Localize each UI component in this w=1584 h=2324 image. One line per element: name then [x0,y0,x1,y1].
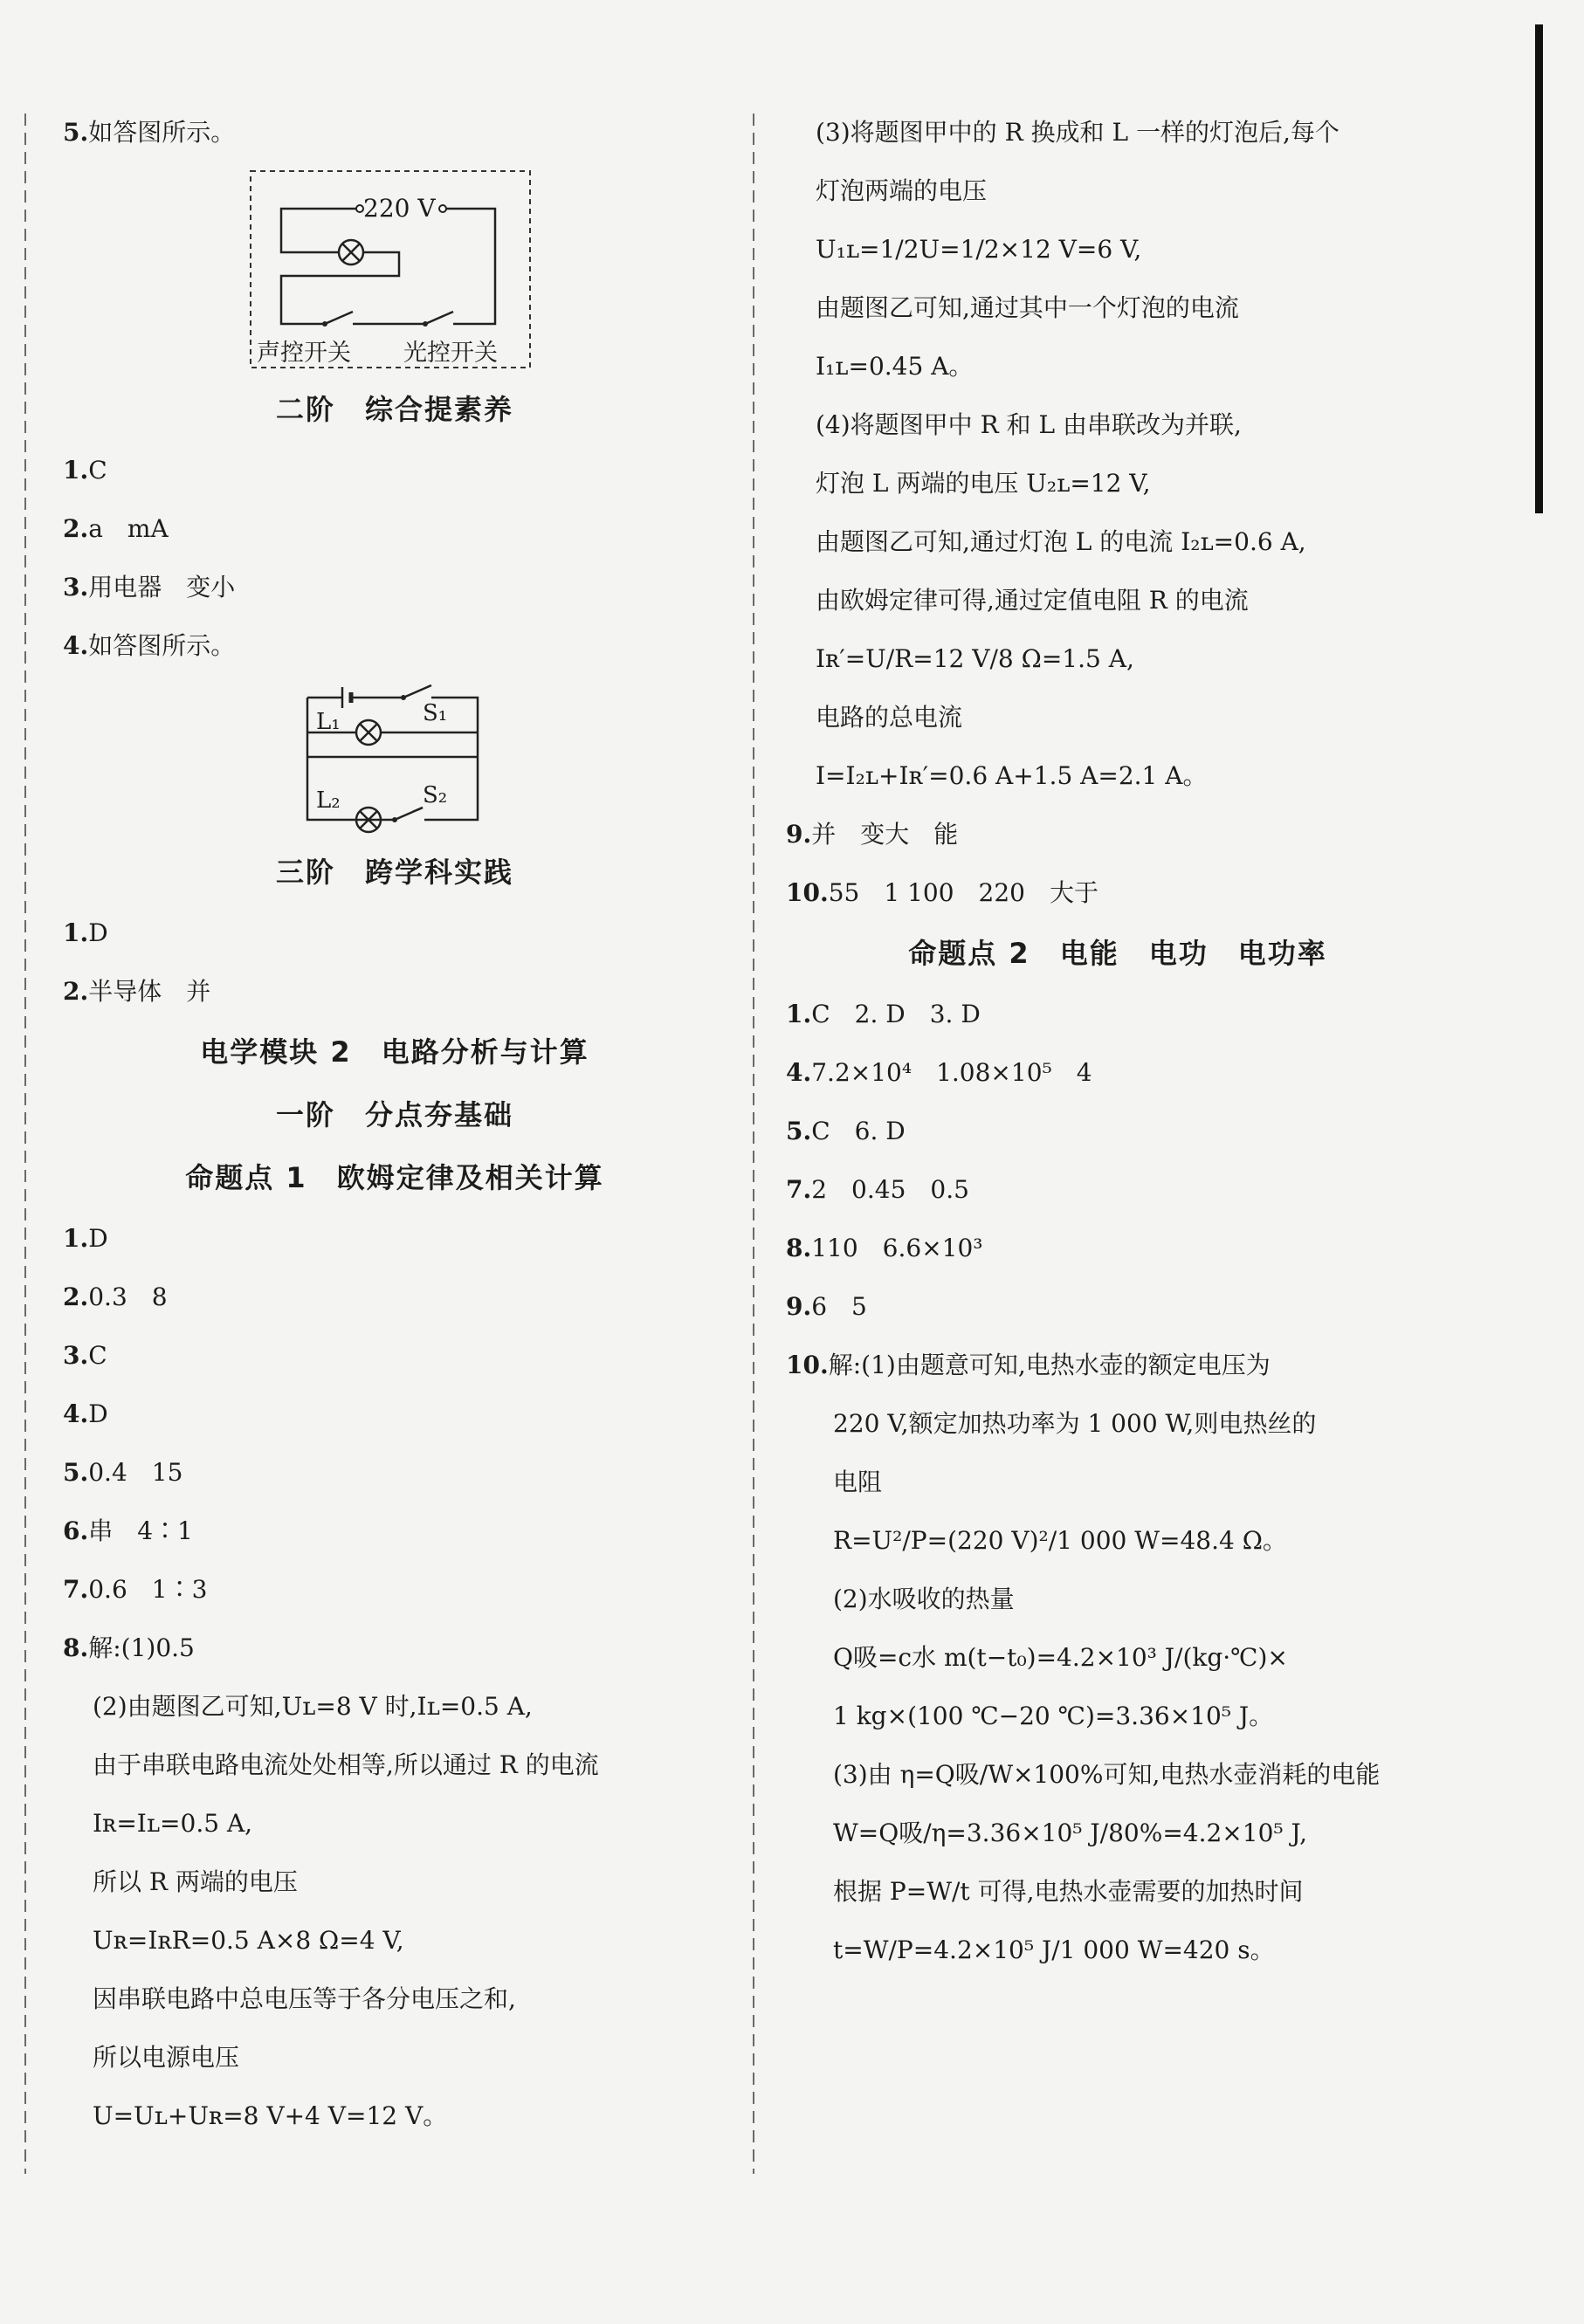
item-number: 5. [786,1117,812,1145]
answer-line [786,1692,1450,1750]
answer-text: 由欧姆定律可得,通过定值电阻 R 的电流 [816,586,1249,615]
answer-text: (3)由 η=Q吸/W×100%可知,电热水壶消耗的电能 [833,1760,1381,1789]
section-heading: 命题点 1 欧姆定律及相关计算 [185,1161,604,1194]
answer-item [786,1165,1450,1224]
item-number: 10. [786,1351,829,1379]
answer-line [786,108,1450,167]
answer-line [786,401,1450,459]
circuit-diagram-parallel-lamps [290,680,499,837]
answer-text: 灯泡 L 两端的电压 U₂ʟ=12 V, [816,469,1151,498]
answer-line [786,1575,1450,1633]
switch-s1-label: S₁ [423,700,448,726]
answer-text: 由题图乙可知,通过灯泡 L 的电流 I₂ʟ=0.6 A, [816,527,1306,556]
answer-text: (3)将题图甲中的 R 换成和 L 一样的灯泡后,每个 [816,118,1340,147]
answer-line [786,342,1450,401]
answer-text: 解:(1)由题意可知,电热水壶的额定电压为 [828,1351,1271,1379]
answer-line [786,752,1450,810]
answer-text: C [88,456,107,485]
answer-text: 0.6 1∶3 [88,1575,208,1604]
answer-text: 电阻 [833,1468,883,1496]
answer-item [63,1624,727,1682]
answer-text: 灯泡两端的电压 [816,176,988,205]
answer-item [63,1507,727,1565]
answer-item [786,1282,1450,1341]
left-margin-rule [24,113,26,2174]
answer-text: 由题图乙可知,通过其中一个灯泡的电流 [816,293,1239,322]
switch-s2-label: S₂ [423,782,448,808]
answer-line [63,2033,727,2092]
item-number: 3. [63,1341,89,1370]
section-heading: 电学模块 2 电路分析与计算 [200,1035,589,1069]
answer-text: U₁ʟ=1/2U=1/2×12 V=6 V, [816,235,1142,264]
item-number: 2. [63,514,89,543]
answer-text: 0.3 8 [88,1282,168,1311]
right-column [786,108,1450,1984]
answer-text: D [88,1224,108,1253]
answer-text: 0.4 15 [88,1458,183,1487]
answer-text: 用电器 变小 [88,573,236,602]
answer-item [63,909,727,967]
answer-item [786,1341,1450,1399]
answer-text: 110 6.6×10³ [811,1234,983,1262]
answer-text: (2)水吸收的热量 [833,1585,1015,1613]
answer-item [63,1214,727,1273]
item-number: 7. [786,1175,812,1204]
answer-line [786,284,1450,342]
answer-item [63,1273,727,1331]
item-number: 1. [786,1000,812,1028]
answer-text: 串 4∶1 [88,1516,193,1545]
answer-line [786,1516,1450,1575]
answer-text: R=U²/P=(220 V)²/1 000 W=48.4 Ω。 [833,1526,1287,1555]
answer-item [63,563,727,622]
answer-item [63,1390,727,1448]
answer-line [786,576,1450,635]
item-number: 3. [63,573,89,602]
answer-line [63,1741,727,1799]
answer-line [63,1858,727,1916]
answer-line [786,693,1450,752]
answer-line [786,1926,1450,1984]
answer-text: 220 V,额定加热功率为 1 000 W,则电热丝的 [833,1409,1317,1438]
left-column [63,108,727,2150]
answer-line [786,518,1450,576]
answer-item [63,1565,727,1624]
item-number: 8. [63,1633,89,1662]
section-heading: 二阶 综合提素养 [275,393,513,426]
item-number: 8. [786,1234,812,1262]
answer-line [63,2092,727,2150]
answer-line [63,1799,727,1858]
answer-text: Q吸=c水 m(t−t₀)=4.2×10³ J/(kg·℃)× [833,1643,1288,1672]
item-number: 4. [63,1399,89,1428]
section-heading: 命题点 2 电能 电功 电功率 [908,937,1327,970]
answer-item [786,1107,1450,1165]
answer-line [786,1399,1450,1458]
answer-text: I₁ʟ=0.45 A。 [816,352,974,381]
answer-item [63,505,727,563]
answer-line [63,1975,727,2033]
item-number: 1. [63,1224,89,1253]
voice-switch-label: 声控开关 [257,340,351,367]
answer-text: C [88,1341,107,1370]
answer-item [63,108,727,167]
answer-item [786,869,1450,927]
answer-item [63,967,727,1026]
answer-text: 因串联电路中总电压等于各分电压之和, [93,1984,516,2013]
answer-text: Iʀ=Iʟ=0.5 A, [93,1809,253,1838]
answer-item [63,1331,727,1390]
answer-text: (2)由题图乙可知,Uʟ=8 V 时,Iʟ=0.5 A, [93,1692,533,1721]
answer-text: 6 5 [811,1292,867,1321]
answer-line [786,1809,1450,1867]
column-divider [753,113,754,2174]
answer-item [63,446,727,505]
item-number: 7. [63,1575,89,1604]
circuit-diagram-lamp-switches [246,167,543,376]
voltage-label: 220 V [363,194,436,223]
item-number: 2. [63,977,89,1006]
answer-line [786,1633,1450,1692]
answer-text: 所以电源电压 [93,2043,240,2072]
page-edge-bar [1535,24,1543,513]
answer-text: 由于串联电路电流处处相等,所以通过 R 的电流 [93,1750,599,1779]
item-number: 6. [63,1516,89,1545]
section-heading: 一阶 分点夯基础 [275,1098,513,1131]
section-heading: 三阶 跨学科实践 [275,856,513,889]
answer-text: 根据 P=W/t 可得,电热水壶需要的加热时间 [833,1877,1304,1906]
answer-line [786,1750,1450,1809]
answer-text: C 2. D 3. D [811,1000,981,1028]
item-number: 1. [63,456,89,485]
answer-text: 所以 R 两端的电压 [93,1867,298,1896]
answer-text: 并 变大 能 [811,820,959,849]
item-number: 9. [786,820,812,849]
answer-text: t=W/P=4.2×10⁵ J/1 000 W=420 s。 [833,1936,1275,1964]
answer-line [786,167,1450,225]
item-number: 4. [786,1058,812,1087]
answer-text: 55 1 100 220 大于 [828,878,1098,907]
item-number: 9. [786,1292,812,1321]
item-number: 1. [63,918,89,947]
answer-text: 电路的总电流 [816,703,963,732]
answer-line [786,459,1450,518]
answer-item [786,990,1450,1049]
answer-item [63,622,727,680]
answer-line [786,1867,1450,1926]
answer-item [786,810,1450,869]
answer-text: I=I₂ʟ+Iʀ′=0.6 A+1.5 A=2.1 A。 [816,761,1208,790]
item-number: 5. [63,1458,89,1487]
answer-line [786,635,1450,693]
answer-text: (4)将题图甲中 R 和 L 由串联改为并联, [816,410,1242,439]
answer-text: Uʀ=IʀR=0.5 A×8 Ω=4 V, [93,1926,404,1955]
answer-text: Iʀ′=U/R=12 V/8 Ω=1.5 A, [816,644,1134,673]
answer-text: 7.2×10⁴ 1.08×10⁵ 4 [811,1058,1092,1087]
answer-text: 如答图所示。 [88,118,236,147]
item-number: 10. [786,878,829,907]
light-switch-label: 光控开关 [403,340,498,367]
lamp-l2-label: L₂ [316,787,341,814]
answer-figure [63,167,727,383]
answer-line [786,225,1450,284]
answer-text: D [88,1399,108,1428]
answer-text: 半导体 并 [88,977,211,1006]
answer-text: 2 0.45 0.5 [811,1175,969,1204]
item-number: 4. [63,631,89,660]
answer-text: D [88,918,108,947]
answer-text: 解:(1)0.5 [88,1633,195,1662]
item-number: 5. [63,118,89,147]
answer-line [63,1682,727,1741]
answer-text: a mA [88,514,169,543]
answer-text: C 6. D [811,1117,906,1145]
answer-line [63,1916,727,1975]
answer-item [786,1224,1450,1282]
answer-line [786,1458,1450,1516]
answer-text: 如答图所示。 [88,631,236,660]
answer-text: 1 kg×(100 ℃−20 ℃)=3.36×10⁵ J。 [833,1702,1274,1730]
item-number: 2. [63,1282,89,1311]
answer-item [63,1448,727,1507]
lamp-l1-label: L₁ [316,709,341,735]
answer-item [786,1049,1450,1107]
answer-text: W=Q吸/η=3.36×10⁵ J/80%=4.2×10⁵ J, [833,1819,1308,1847]
answer-text: U=Uʟ+Uʀ=8 V+4 V=12 V。 [93,2101,448,2130]
answer-figure [63,680,727,846]
